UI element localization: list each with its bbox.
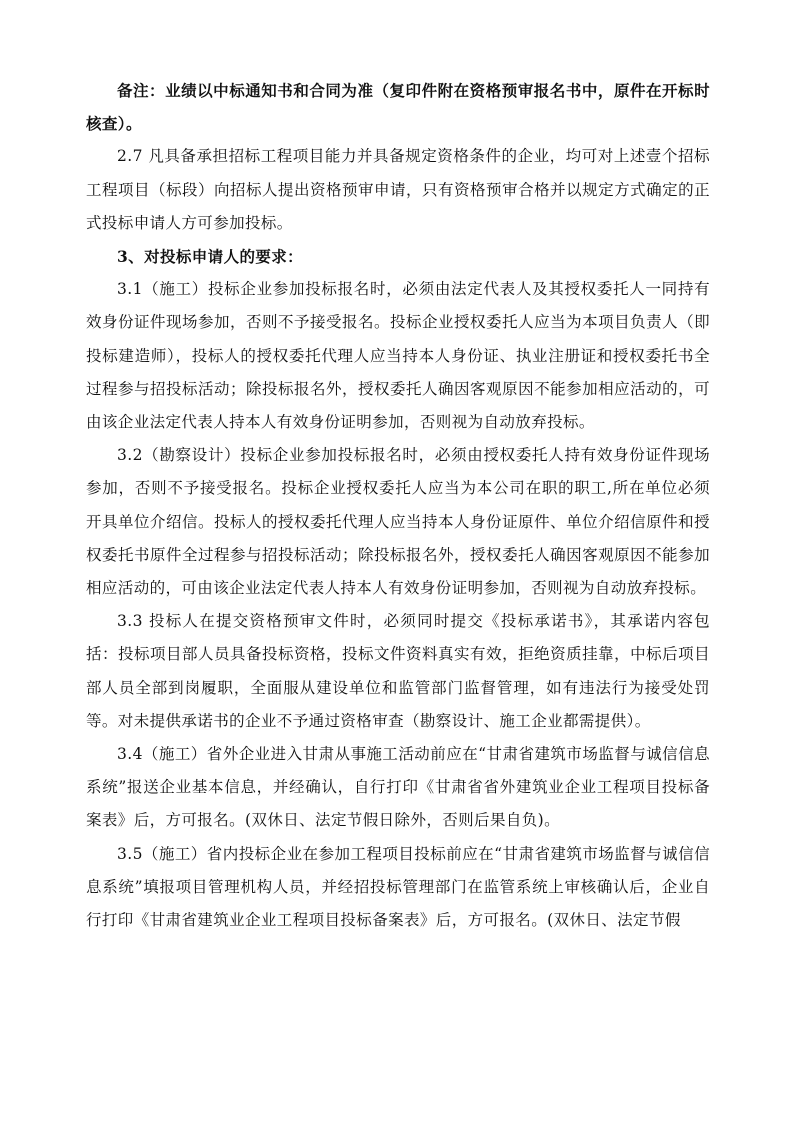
remark-paragraph: 备注：业绩以中标通知书和合同为准（复印件附在资格预审报名书中，原件在开标时核查）。	[86, 81, 710, 134]
clause-3-1-paragraph: 3.1（施工）投标企业参加投标报名时，必须由法定代表人及其授权委托人一同持有效身份证件现场参加，否则不予接受报名。投标企业授权委托人应当为本项目负责人（即投标建造师），投标人的授权委托代理人应当持本人身份证、执业注册证和授权委托书全过程参与招投标活动；除投标报名外，授权委托人确因客观原因不能参加相应活动的，可由该企业法定代表人持本人有效身份证明参加，否则视为自动放弃投标。	[86, 280, 710, 432]
clause-3-5-paragraph: 3.5（施工）省内投标企业在参加工程项目投标前应在“甘肃省建筑市场监督与诚信信息系统”填报项目管理机构人员，并经招投标管理部门在监管系统上审核确认后，企业自行打印《甘肃省建筑业企业工程项目投标备案表》后，方可报名。(双休日、法定节假	[86, 844, 710, 930]
clause-3-4-paragraph: 3.4（施工）省外企业进入甘肃从事施工活动前应在“甘肃省建筑市场监督与诚信信息系统”报送企业基本信息，并经确认，自行打印《甘肃省省外建筑业企业工程项目投标备案表》后，方可报名。(双休日、法定节假日除外，否则后果自负)。	[86, 745, 710, 830]
clause-3-3-paragraph: 3.3 投标人在提交资格预审文件时，必须同时提交《投标承诺书》，其承诺内容包括：投标项目部人员具备投标资格，投标文件资料真实有效，拒绝资质挂靠，中标后项目部人员全部到岗履职，全面服从建设单位和监管部门监督管理，如有违法行为接受处罚等。对未提供承诺书的企业不予通过资格审查（勘察设计、施工企业都需提供）。	[86, 612, 710, 730]
document-body	[86, 74, 710, 937]
clause-2-7-paragraph: 2.7 凡具备承担招标工程项目能力并具备规定资格条件的企业，均可对上述壹个招标工程项目（标段）向招标人提出资格预审申请，只有资格预审合格并以规定方式确定的正式投标申请人方可参加投标。	[86, 147, 710, 232]
clause-3-2-paragraph: 3.2（勘察设计）投标企业参加投标报名时，必须由授权委托人持有效身份证件现场参加，否则不予接受报名。投标企业授权委托人应当为本公司在职的职工,所在单位必须开具单位介绍信。投标人的授权委托代理人应当持本人身份证原件、单位介绍信原件和授权委托书原件全过程参与招投标活动；除投标报名外，授权委托人确因客观原因不能参加相应活动的，可由该企业法定代表人持本人有效身份证明参加，否则视为自动放弃投标。	[86, 446, 710, 598]
section-3-heading: 3、对投标申请人的要求：	[117, 247, 304, 267]
